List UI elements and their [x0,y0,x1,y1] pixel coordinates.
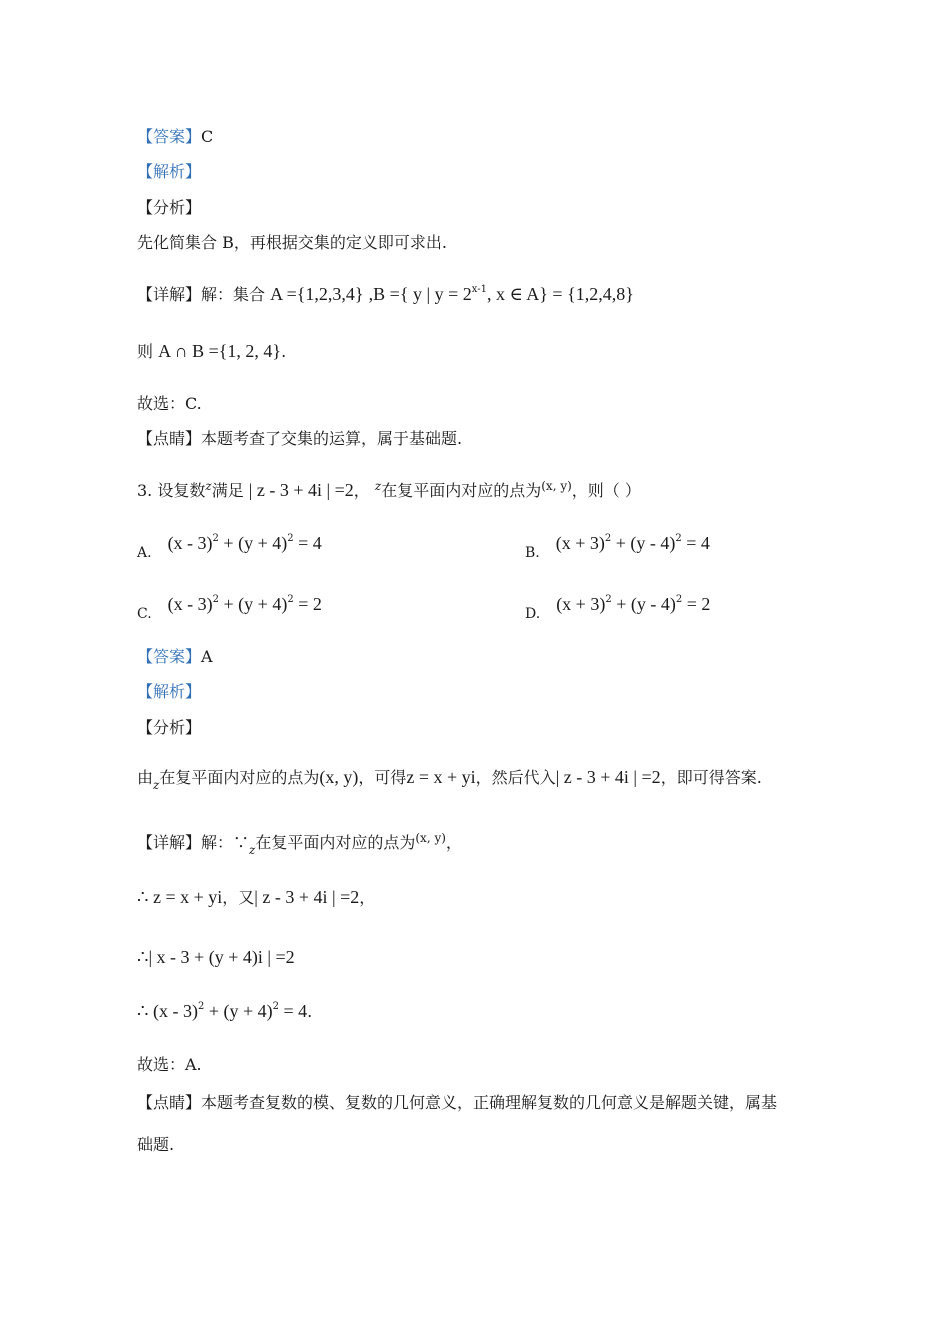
comment-line-2 [137,1092,777,1114]
stem-part-c: ， [353,481,370,500]
step3-end: . [307,1002,313,1021]
option-b-part1: (x + 3) [555,533,605,553]
option-b-part2: + (y - 4) [611,533,676,553]
detail-tag: 【详解】 [137,285,202,304]
option-b-power2: 2 [675,533,682,544]
option-a-part1: (x - 3) [167,533,213,553]
option-a-part3: = 4 [293,533,322,553]
option-c-letter: C. [137,606,152,622]
fx-modulus: | z - 3 + 4i | =2 [555,767,661,787]
option-a-letter: A. [137,545,152,561]
stem-part-e: ，则（ ） [571,481,641,500]
fx-part-c: ，可得 [358,768,407,787]
set-b-label: ,B = [368,284,400,304]
dt-part-c: ， [445,833,462,852]
step3-part1: ∴ (x - 3) [137,1001,198,1021]
dt-z: z [249,843,256,857]
answer-line-2 [137,646,213,668]
option-c-part1: (x - 3) [167,594,213,614]
dt-part-a: 解：∵ [201,833,250,852]
set-a: A ={1,2,3,4} [270,284,364,304]
step-1 [137,886,375,909]
stem-z1: z [205,479,212,493]
choose-line-1: 故选：C. [137,394,202,413]
comment-tag-2: 【点睛】 [137,1093,202,1112]
step3-power2: 2 [272,1001,279,1012]
option-b-part3: = 4 [681,533,710,553]
fx-z: z [153,778,160,792]
comment-tag: 【点睛】 [137,429,202,448]
stem-z2: z [374,479,382,493]
option-a-power2: 2 [287,533,294,544]
fenxi-tag-2: 【分析】 [137,718,202,737]
comment-text-2: 本题考查复数的模、复数的几何意义，正确理解复数的几何意义是解题关键，属基 [201,1093,778,1112]
stem-part-a: 3. 设复数 [137,481,206,500]
option-d-part1: (x + 3) [556,594,606,614]
option-a-part2: + (y + 4) [218,533,288,553]
fenxi-text: 先化简集合 B，再根据交集的定义即可求出. [137,233,447,252]
set-b-exponent: x-1 [471,284,487,295]
answer-tag-2: 【答案】 [137,647,202,666]
fx-part-e: ，即可得答案. [660,768,762,787]
answer-line-1 [137,126,213,148]
step1-modulus: | z - 3 + 4i | =2 [254,887,360,907]
dt-part-b: 在复平面内对应的点为 [255,833,416,852]
detail-tag-2: 【详解】 [137,833,202,852]
answer-value-2: A [201,647,213,666]
dt-point: (x, y) [415,831,446,845]
detail-line [137,279,634,306]
comment-line-1 [137,428,462,450]
stem-part-b: 满足 [211,481,244,500]
intersection-line [137,340,286,363]
option-d-power1: 2 [605,594,612,605]
answer-value: C [201,127,214,146]
option-b [525,528,710,564]
comment-text: 本题考查了交集的运算，属于基础题. [201,429,463,448]
set-b-body: { y | y = 2 [399,284,472,304]
analysis-tag-2: 【解析】 [137,682,202,701]
detail-line-2 [137,827,462,861]
stem-point: (x, y) [541,479,572,493]
comment-line-2b: 础题. [137,1135,175,1154]
fx-part-d: ，然后代入 [475,768,556,787]
step-2: ∴| x - 3 + (y + 4)i | =2 [137,947,295,967]
question-3-stem [137,475,641,502]
step1-connector: ，又 [222,888,255,907]
step1-end: ， [359,888,376,907]
detail-prefix: 解：集合 [201,285,266,304]
intersection-prefix: 则 [137,342,154,361]
choose-line-2: 故选：A. [137,1055,202,1074]
step-3 [137,996,312,1023]
option-c [137,589,322,625]
option-d-power2: 2 [675,594,683,605]
step3-part2: + (y + 4) [204,1001,273,1021]
step3-power1: 2 [197,1001,205,1012]
fx-part-a: 由 [137,768,154,787]
stem-part-d: 在复平面内对应的点为 [381,481,542,500]
option-c-part3: = 2 [293,594,322,614]
fx-point: (x, y) [319,767,359,787]
option-d-letter: D. [525,606,541,622]
set-b-rest: , x ∈ A} = {1,2,4,8} [486,284,634,304]
fenxi-line-2 [137,766,762,796]
step3-part3: = 4 [278,1001,308,1021]
option-d-part3: = 2 [682,594,711,614]
option-c-power2: 2 [287,594,294,605]
fx-equation: z = x + yi [406,767,476,787]
option-a-power1: 2 [212,533,219,544]
option-a [137,528,322,564]
fx-part-b: 在复平面内对应的点为 [159,768,320,787]
option-c-power1: 2 [212,594,220,605]
option-d [525,589,710,625]
option-d-part2: + (y - 4) [611,594,676,614]
intersection-suffix: . [281,342,287,361]
option-b-power1: 2 [604,533,612,544]
stem-condition: | z - 3 + 4i | =2 [248,480,354,500]
answer-tag: 【答案】 [137,127,202,146]
analysis-tag: 【解析】 [137,162,202,181]
option-c-part2: + (y + 4) [219,594,288,614]
fenxi-tag: 【分析】 [137,198,202,217]
step1-equation: ∴ z = x + yi [137,887,223,907]
intersection-expr: A ∩ B ={1, 2, 4} [158,341,282,361]
option-b-letter: B. [525,545,540,561]
